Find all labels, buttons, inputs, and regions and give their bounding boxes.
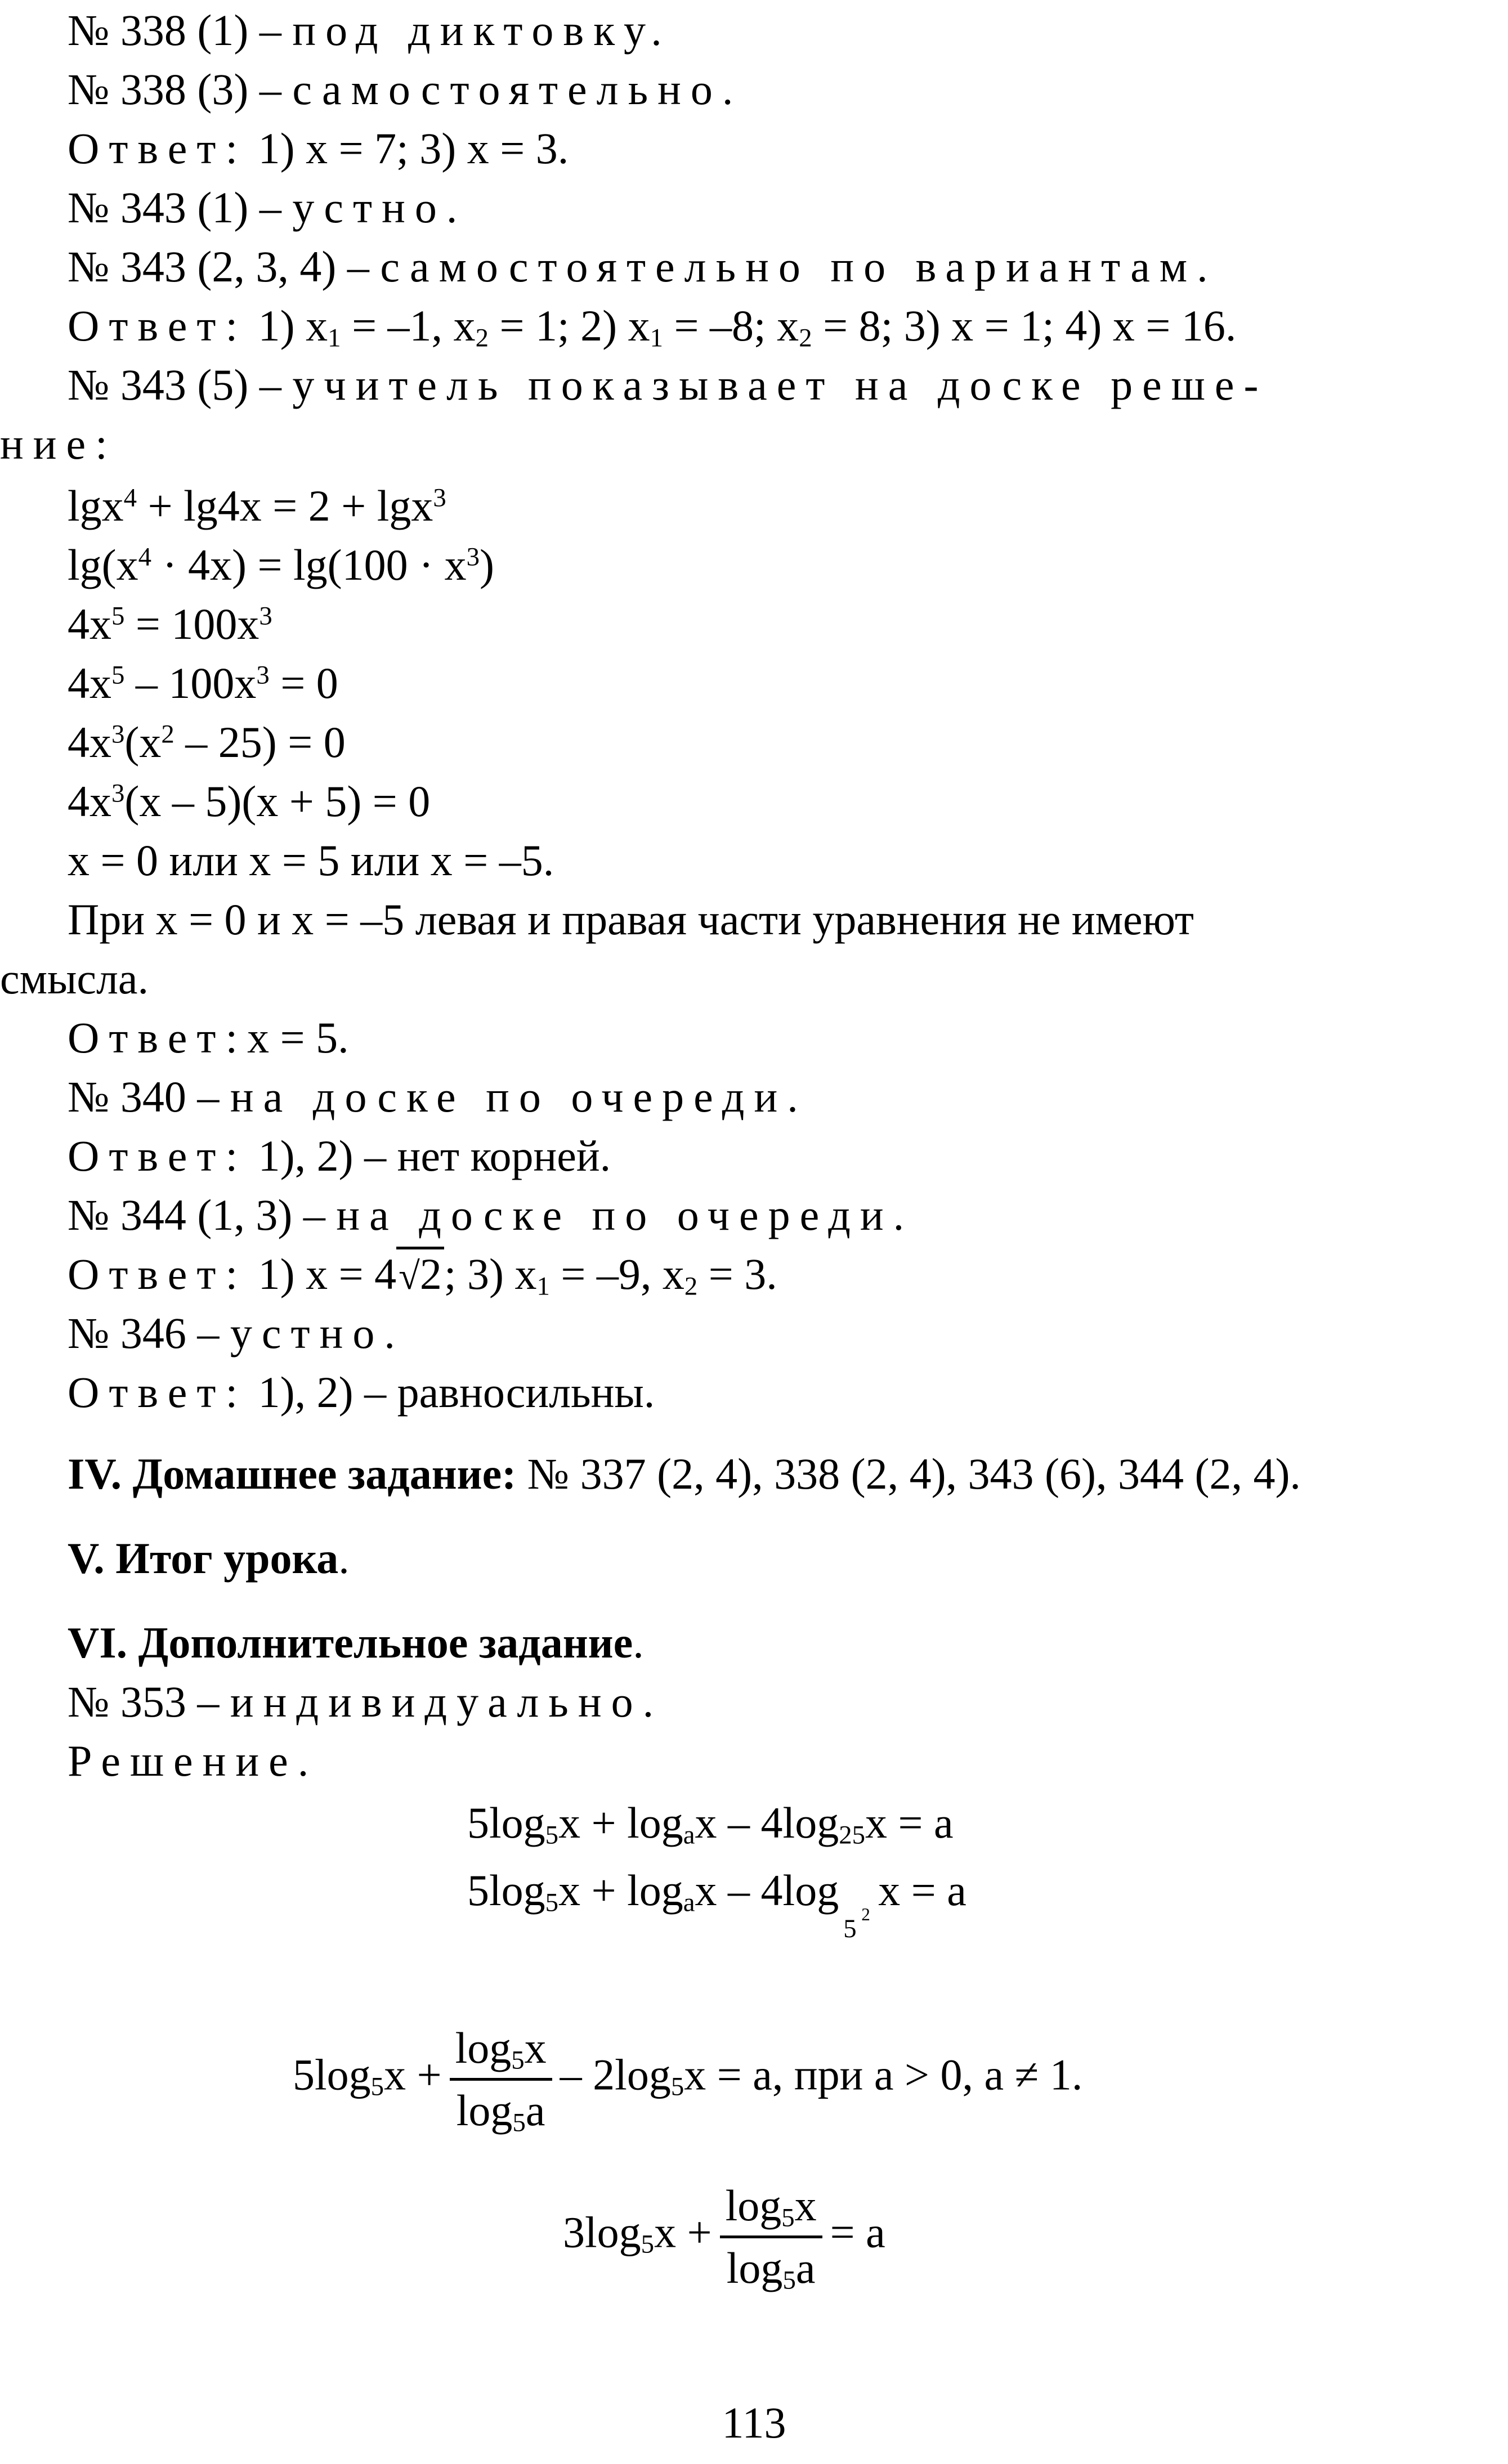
equation-3: $5\log_5x$ + $\frac{\log_5x}{\log_5a}$ – $2\log_5x = a$, при a > 0, a ≠ 1. bbox=[293, 2023, 1083, 2138]
explanation-line: При x = 0 и x = –5 левая и правая части уравнения не имеют bbox=[68, 895, 1194, 944]
math-line-4: $4x^5 - 100x^3 = 0$ bbox=[68, 658, 338, 707]
math-line-5: $4x^3(x^2 - 25) = 0$ bbox=[68, 718, 346, 767]
task-line-343-5: № 343 (5) – учитель показывает на доске реше- bbox=[68, 360, 1268, 409]
extra-task-section: VI. Дополнительное задание. bbox=[68, 1618, 644, 1667]
answer-line-343-5: Ответ:x = 5. bbox=[68, 1013, 349, 1062]
continuation-line: ние: bbox=[0, 419, 117, 468]
equation-2: $5\log_5x + \log_ax - 4\log$ 5 2 x = a bbox=[467, 1866, 966, 1943]
task-line-344: № 344 (1, 3) – на доске по очереди. bbox=[68, 1190, 914, 1239]
answer-line-343-234: Ответ: 1) $x_1 = -1$, $x_2 = 1$; 2) $x_1 = -8$; $x_2 = 8$; 3) x = 1; 4) x = 16. bbox=[68, 301, 1237, 353]
math-line-1: lgx$^4$ + lg4x = 2 + lgx$^3$ bbox=[68, 481, 446, 530]
math-line-6: $4x^3(x - 5)(x + 5) = 0$ bbox=[68, 777, 431, 826]
homework-section: IV. Домашнее задание: № 337 (2, 4), 338 (2, 4), 343 (6), 344 (2, 4). bbox=[68, 1449, 1301, 1498]
answer-line-344: Ответ: 1) x = 4√2; 3) $x_1 = -9$, $x_2 = 3$. bbox=[68, 1252, 777, 1296]
roots-line: x = 0 или x = 5 или x = –5. bbox=[68, 836, 554, 885]
explanation-line-cont: смысла. bbox=[0, 954, 149, 1003]
task-line-343-234: № 343 (2, 3, 4) – самостоятельно по вариантам. bbox=[68, 242, 1218, 291]
answer-line-338: Ответ: 1) x = 7; 3) x = 3. bbox=[68, 124, 569, 173]
solution-label: Решение. bbox=[68, 1736, 319, 1785]
summary-section: V. Итог урока. bbox=[68, 1534, 350, 1583]
task-line-346: № 346 – устно. bbox=[68, 1309, 405, 1358]
equation-4: $3\log_5x$ + $\frac{\log_5x}{\log_5a}$ = a bbox=[563, 2181, 885, 2295]
task-line-338-3: № 338 (3) – самостоятельно. bbox=[68, 65, 743, 114]
task-line-340: № 340 – на доске по очереди. bbox=[68, 1072, 808, 1121]
page-number: 113 bbox=[722, 2398, 786, 2447]
fraction-log5x-over-log5a-2: $\frac{\log_5x}{\log_5a}$ bbox=[720, 2184, 822, 2290]
equation-1: $5\log_5x + \log_ax - 4\log_{25}x = a$ bbox=[467, 1798, 954, 1850]
task-line-353: № 353 – индивидуально. bbox=[68, 1677, 664, 1726]
answer-line-340: Ответ: 1), 2) – нет корней. bbox=[68, 1131, 611, 1180]
math-line-3: $4x^5 = 100x^3$ bbox=[68, 599, 272, 648]
fraction-log5x-over-log5a: $\frac{\log_5x}{\log_5a}$ bbox=[450, 2026, 552, 2133]
answer-line-346: Ответ: 1), 2) – равносильны. bbox=[68, 1368, 655, 1417]
task-line-343-1: № 343 (1) – устно. bbox=[68, 183, 467, 232]
task-line-338-1: № 338 (1) – под диктовку. bbox=[68, 6, 672, 55]
math-line-2: $\lg(x^4 \cdot 4x) = \lg(100 \cdot x^3)$ bbox=[68, 540, 495, 589]
